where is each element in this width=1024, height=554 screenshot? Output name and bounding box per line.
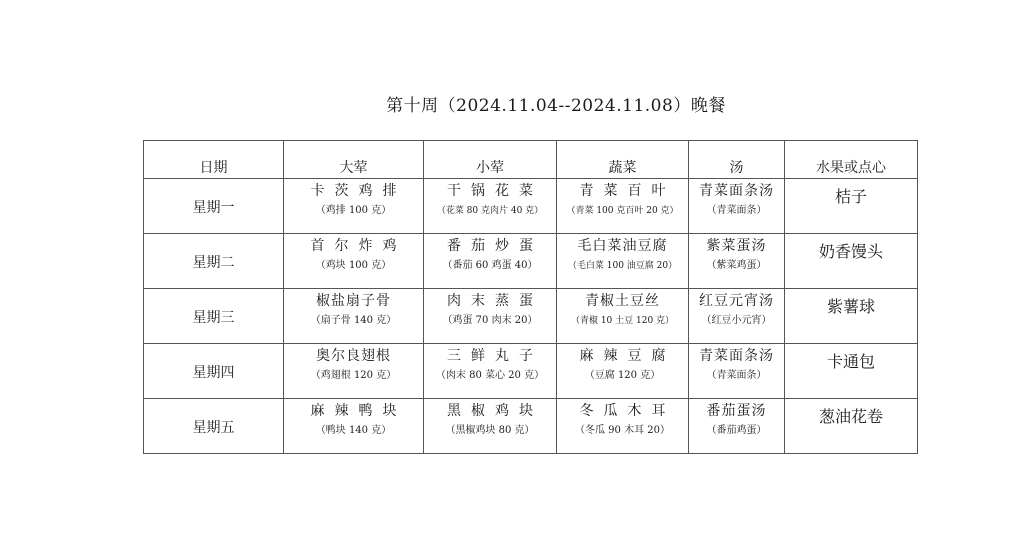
soup-name: 红豆元宵汤 bbox=[699, 293, 774, 309]
vegetable-qty: （冬瓜 90 木耳 20） bbox=[575, 425, 670, 436]
fruit-name: 卡通包 bbox=[826, 352, 875, 371]
fruit-cell bbox=[785, 399, 918, 454]
big-meat-cell bbox=[284, 344, 424, 399]
soup-name: 青菜面条汤 bbox=[699, 183, 774, 199]
header-soup: 汤 bbox=[729, 160, 744, 176]
small-meat-qty: （肉末 80 菜心 20 克） bbox=[435, 370, 545, 381]
small-meat-name: 番茄炒蛋 bbox=[447, 238, 543, 254]
table-header-row bbox=[144, 141, 918, 179]
dinner-menu-table bbox=[143, 140, 918, 454]
big-meat-qty: （鸡排 100 克） bbox=[315, 205, 392, 216]
day-cell bbox=[144, 344, 284, 399]
soup-qty: （紫菜鸡蛋） bbox=[706, 260, 767, 271]
header-cell bbox=[424, 141, 557, 179]
vegetable-qty: （豆腐 120 克） bbox=[584, 370, 661, 381]
fruit-cell bbox=[785, 289, 918, 344]
fruit-cell bbox=[785, 344, 918, 399]
header-cell bbox=[144, 141, 284, 179]
vegetable-qty: （毛白菜 100 油豆腐 20） bbox=[567, 261, 678, 271]
table-row bbox=[144, 344, 918, 399]
table-row bbox=[144, 399, 918, 454]
vegetable-cell bbox=[557, 344, 689, 399]
big-meat-qty: （鸡块 100 克） bbox=[315, 260, 392, 271]
soup-qty: （青菜面条） bbox=[706, 205, 767, 216]
big-meat-cell bbox=[284, 179, 424, 234]
soup-qty: （红豆小元宵） bbox=[701, 315, 772, 326]
small-meat-cell bbox=[424, 179, 557, 234]
small-meat-cell bbox=[424, 344, 557, 399]
big-meat-name: 奥尔良翅根 bbox=[316, 348, 391, 364]
header-cell bbox=[689, 141, 785, 179]
table-row bbox=[144, 234, 918, 289]
big-meat-cell bbox=[284, 399, 424, 454]
table-row bbox=[144, 179, 918, 234]
day-cell bbox=[144, 234, 284, 289]
big-meat-name: 卡茨鸡排 bbox=[310, 183, 407, 199]
table-row bbox=[144, 289, 918, 344]
fruit-cell bbox=[785, 179, 918, 234]
header-big-meat: 大荤 bbox=[339, 160, 368, 176]
soup-qty: （青菜面条） bbox=[706, 370, 767, 381]
big-meat-name: 麻辣鸭块 bbox=[310, 403, 407, 419]
page-title: 第十周（2024.11.04--2024.11.08）晚餐 bbox=[386, 96, 726, 116]
soup-name: 紫菜蛋汤 bbox=[706, 238, 767, 254]
big-meat-name: 椒盐扇子骨 bbox=[316, 293, 391, 309]
header-cell bbox=[557, 141, 689, 179]
header-fruit: 水果或点心 bbox=[816, 160, 886, 176]
soup-cell bbox=[689, 179, 785, 234]
vegetable-cell bbox=[557, 234, 689, 289]
small-meat-cell bbox=[424, 289, 557, 344]
day-label: 星期三 bbox=[192, 310, 235, 326]
big-meat-qty: （鸡翅根 120 克） bbox=[310, 370, 397, 381]
small-meat-qty: （鸡蛋 70 肉末 20） bbox=[442, 315, 538, 326]
vegetable-name: 冬瓜木耳 bbox=[579, 403, 676, 419]
vegetable-cell bbox=[557, 289, 689, 344]
small-meat-cell bbox=[424, 399, 557, 454]
fruit-name: 奶香馒头 bbox=[818, 242, 883, 261]
small-meat-name: 肉末蒸蛋 bbox=[447, 293, 543, 309]
day-cell bbox=[144, 399, 284, 454]
day-label: 星期二 bbox=[192, 255, 235, 271]
soup-cell bbox=[689, 234, 785, 289]
vegetable-qty: （青菜 100 克百叶 20 克） bbox=[566, 206, 679, 216]
header-cell bbox=[785, 141, 918, 179]
vegetable-cell bbox=[557, 399, 689, 454]
soup-name: 番茄蛋汤 bbox=[706, 403, 767, 419]
vegetable-name: 青椒土豆丝 bbox=[585, 293, 660, 309]
vegetable-qty: （青椒 10 土豆 120 克） bbox=[570, 316, 675, 326]
soup-name: 青菜面条汤 bbox=[699, 348, 774, 364]
big-meat-name: 首尔炸鸡 bbox=[310, 238, 407, 254]
header-date: 日期 bbox=[199, 160, 228, 176]
day-label: 星期四 bbox=[192, 365, 235, 381]
fruit-name: 桔子 bbox=[834, 187, 867, 206]
fruit-name: 葱油花卷 bbox=[818, 407, 883, 426]
day-label: 星期五 bbox=[192, 420, 235, 436]
vegetable-cell bbox=[557, 179, 689, 234]
small-meat-name: 干锅花菜 bbox=[447, 183, 543, 199]
soup-cell bbox=[689, 344, 785, 399]
big-meat-cell bbox=[284, 289, 424, 344]
big-meat-cell bbox=[284, 234, 424, 289]
header-cell bbox=[284, 141, 424, 179]
soup-qty: （番茄鸡蛋） bbox=[706, 425, 767, 436]
vegetable-name: 毛白菜油豆腐 bbox=[577, 238, 668, 254]
day-label: 星期一 bbox=[192, 200, 235, 216]
big-meat-qty: （扇子骨 140 克） bbox=[310, 315, 397, 326]
big-meat-qty: （鸭块 140 克） bbox=[315, 425, 392, 436]
vegetable-name: 青菜百叶 bbox=[579, 183, 676, 199]
vegetable-name: 麻辣豆腐 bbox=[579, 348, 676, 364]
header-small-meat: 小荤 bbox=[476, 160, 504, 176]
small-meat-cell bbox=[424, 234, 557, 289]
soup-cell bbox=[689, 399, 785, 454]
fruit-cell bbox=[785, 234, 918, 289]
soup-cell bbox=[689, 289, 785, 344]
small-meat-qty: （花菜 80 克肉片 40 克） bbox=[436, 206, 544, 216]
small-meat-name: 三鲜丸子 bbox=[447, 348, 543, 364]
fruit-name: 紫薯球 bbox=[826, 297, 875, 316]
small-meat-qty: （黑椒鸡块 80 克） bbox=[445, 425, 535, 436]
day-cell bbox=[144, 289, 284, 344]
small-meat-qty: （番茄 60 鸡蛋 40） bbox=[442, 260, 538, 271]
small-meat-name: 黑椒鸡块 bbox=[447, 403, 543, 419]
day-cell bbox=[144, 179, 284, 234]
header-vegetable: 蔬菜 bbox=[608, 160, 637, 176]
